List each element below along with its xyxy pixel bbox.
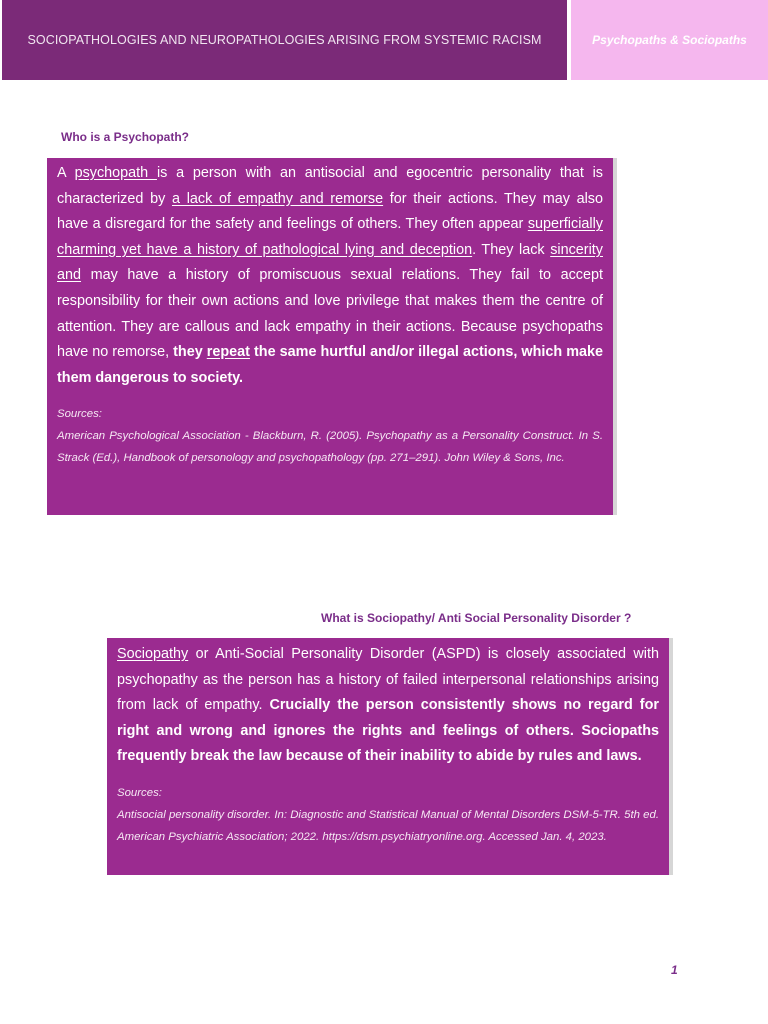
header-section-tab: Psychopaths & Sociopaths [571,0,768,80]
underlined-term: psychopath [74,165,157,181]
sociopathy-paragraph [117,642,659,770]
bold-text: Crucially the person consistently shows no regard for right and wrong and ignores the rights and feelings of others. Sociopaths frequently break the law because of their inability to abide by rules and laws. [117,697,659,765]
text-run: . They lack [472,241,551,258]
bold-text: they [173,344,207,361]
sociopathy-definition-box [107,638,673,875]
underlined-phrase: sincerity and [57,241,603,284]
sources-citation: American Psychological Association - Blackburn, R. (2005). Psychopathy as a Personality Construct. In S. Strack (Ed.), Handbook of personology and psychopathology (pp. 271–291). John Wiley & Sons, Inc. [57,430,603,465]
text-run: for their actions. They may also have a disregard for the safety and feelings of others. They often appear [57,190,603,233]
bold-text: the same hurtful and/or illegal actions, which make them dangerous to society. [57,344,603,386]
underlined-term: Sociopathy [117,646,189,662]
text-run: may have a history of promiscuous sexual relations. They fail to accept responsibility for their own actions and love privilege that makes them the centre of attention. They are callous and lack empathy in their actions. Because psychopaths have no remorse, [57,267,603,361]
text-run: or Anti-Social Personality Disorder (ASPD) is closely associated with psychopathy as the person has a history of failed interpersonal relationships arising from lack of empathy. [117,646,659,714]
sources-citation: Antisocial personality disorder. In: Diagnostic and Statistical Manual of Mental Disorders DSM-5-TR. 5th ed. American Psychiatric Association; 2022. https://dsm.psychiatryonline.org. Accessed Jan. 4, 2023. [117,808,659,843]
sociopathy-heading: What is Sociopathy/ Anti Social Personality Disorder ? [321,611,632,625]
sources-label: Sources: [117,786,162,799]
sociopathy-sources [117,782,659,848]
document-header-title: SOCIOPATHOLOGIES AND NEUROPATHOLOGIES ARISING FROM SYSTEMIC RACISM [2,0,567,80]
psychopath-definition-box [47,158,617,515]
underlined-phrase: a lack of empathy and remorse [172,190,384,207]
psychopath-sources [57,403,603,469]
page-number: 1 [671,963,678,977]
text-run: is a person with an antisocial and egocentric personality that is characterized by [57,165,603,207]
bold-underlined-text: repeat [206,344,250,361]
underlined-phrase: superficially charming yet have a history of pathological lying and deception [57,216,603,258]
psychopath-heading: Who is a Psychopath? [61,130,190,144]
sources-label: Sources: [57,408,102,421]
text-run: A [57,165,75,181]
psychopath-paragraph [57,161,603,391]
